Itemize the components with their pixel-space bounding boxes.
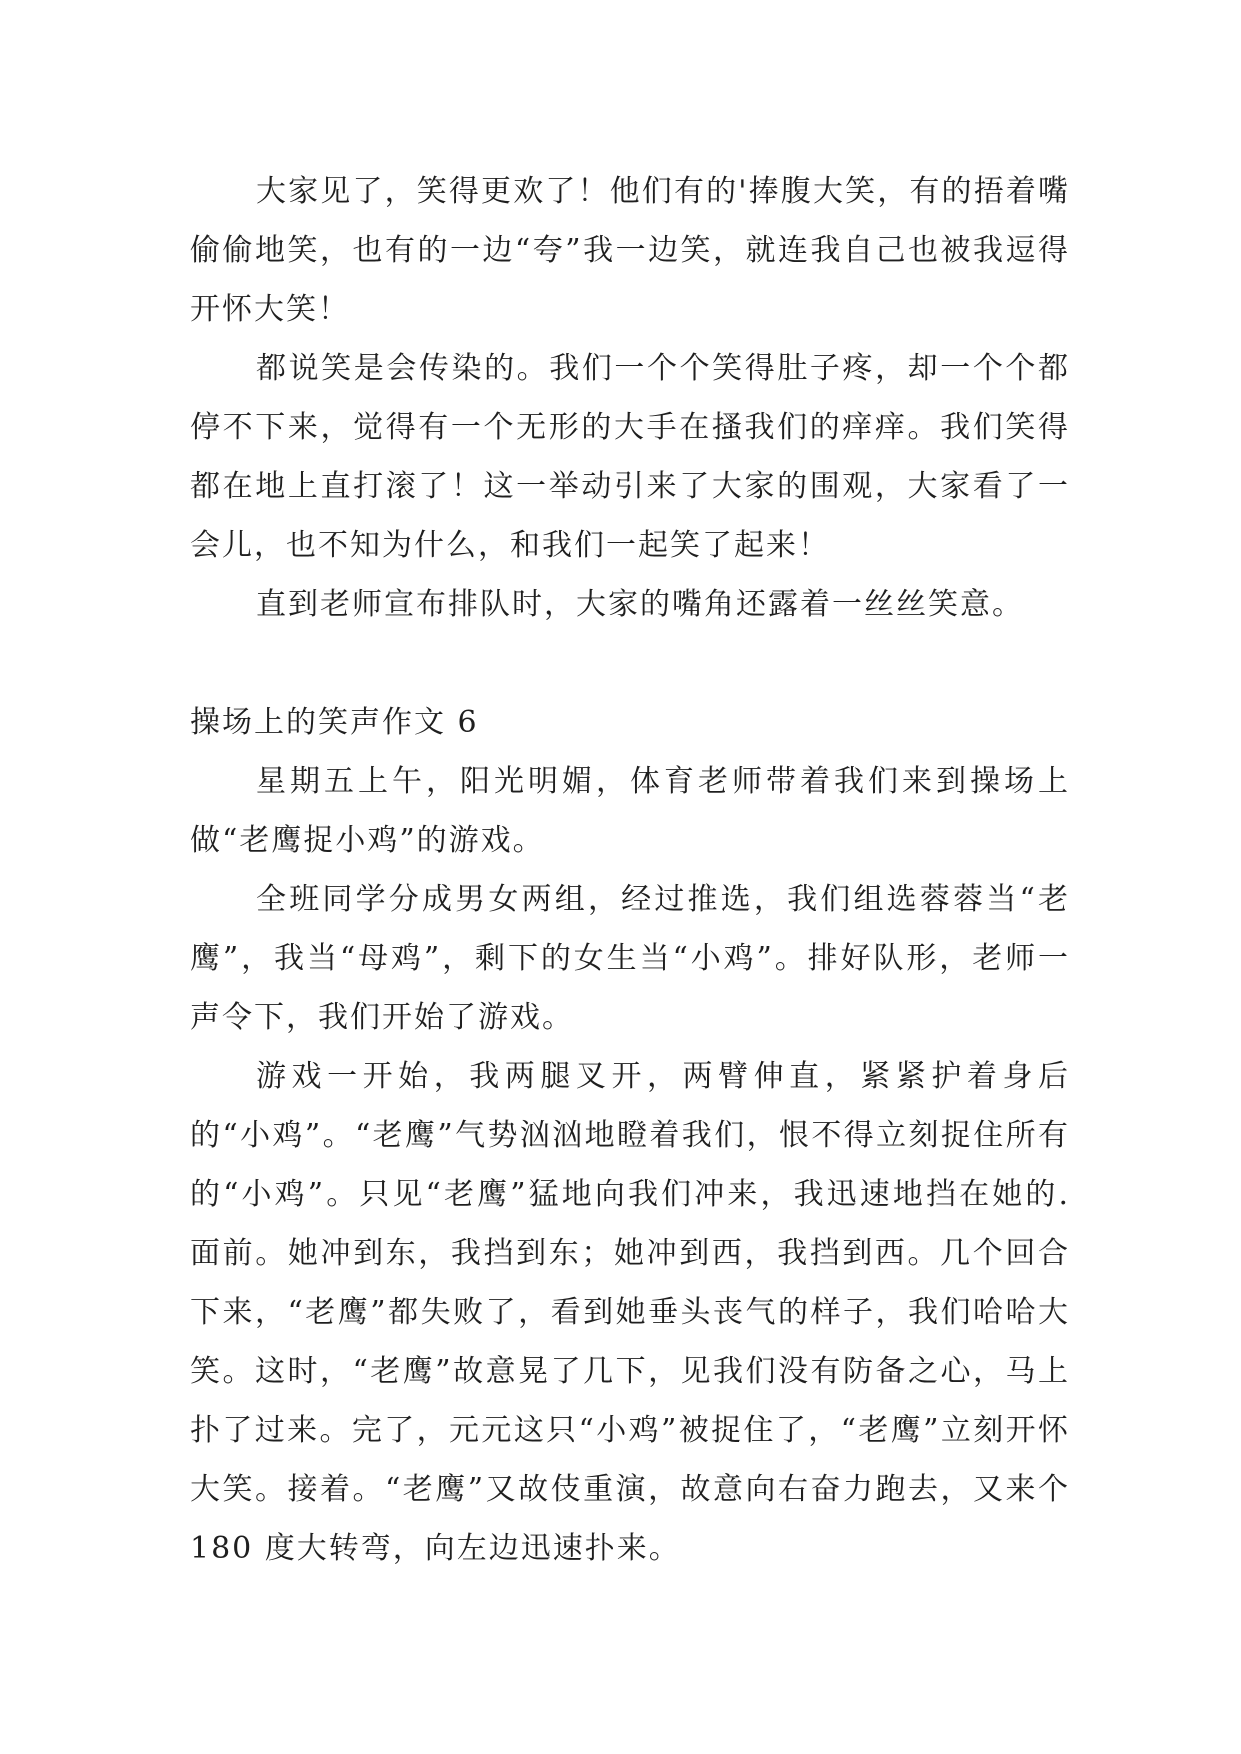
paragraph-laughter-contagious: 都说笑是会传染的。我们一个个笑得肚子疼，却一个个都停不下来，觉得有一个无形的大手在搔我们的痒痒。我们笑得都在地上直打滚了！这一举动引来了大家的围观，大家看了一会儿，也不知为什么，和我们一起笑了起来！	[190, 351, 1070, 563]
paragraph-game-play: 游戏一开始，我两腿叉开，两臂伸直，紧紧护着身后的“小鸡”。“老鹰”气势汹汹地瞪着我们，恨不得立刻捉住所有的“小鸡”。只见“老鹰”猛地向我们冲来，我迅速地挡在她的.面前。她冲到东，我挡到东；她冲到西，我挡到西。几个回合下来，“老鹰”都失败了，看到她垂头丧气的样子，我们哈哈大笑。这时，“老鹰”故意晃了几下，见我们没有防备之心，马上扑了过来。完了，元元这只“小鸡”被捉住了，“老鹰”立刻开怀大笑。接着。“老鹰”又故伎重演，故意向右奋力跑去，又来个 180 度大转弯，向左边迅速扑来。	[190, 1059, 1070, 1566]
paragraph-teacher-lineup: 直到老师宣布排队时，大家的嘴角还露着一丝丝笑意。	[256, 587, 1024, 622]
paragraph-teams: 全班同学分成男女两组，经过推选，我们组选蓉蓉当“老鹰”，我当“母鸡”，剩下的女生当“小鸡”。排好队形，老师一声令下，我们开始了游戏。	[190, 882, 1070, 1035]
paragraph-laughing-together: 大家见了，笑得更欢了！他们有的'捧腹大笑，有的捂着嘴偷偷地笑，也有的一边“夸”我一边笑，就连我自己也被我逗得开怀大笑！	[190, 174, 1070, 327]
paragraph-friday-morning: 星期五上午，阳光明媚，体育老师带着我们来到操场上做“老鹰捉小鸡”的游戏。	[190, 764, 1070, 858]
document-body	[190, 162, 1070, 1578]
section-title: 操场上的笑声作文 6	[190, 705, 479, 740]
